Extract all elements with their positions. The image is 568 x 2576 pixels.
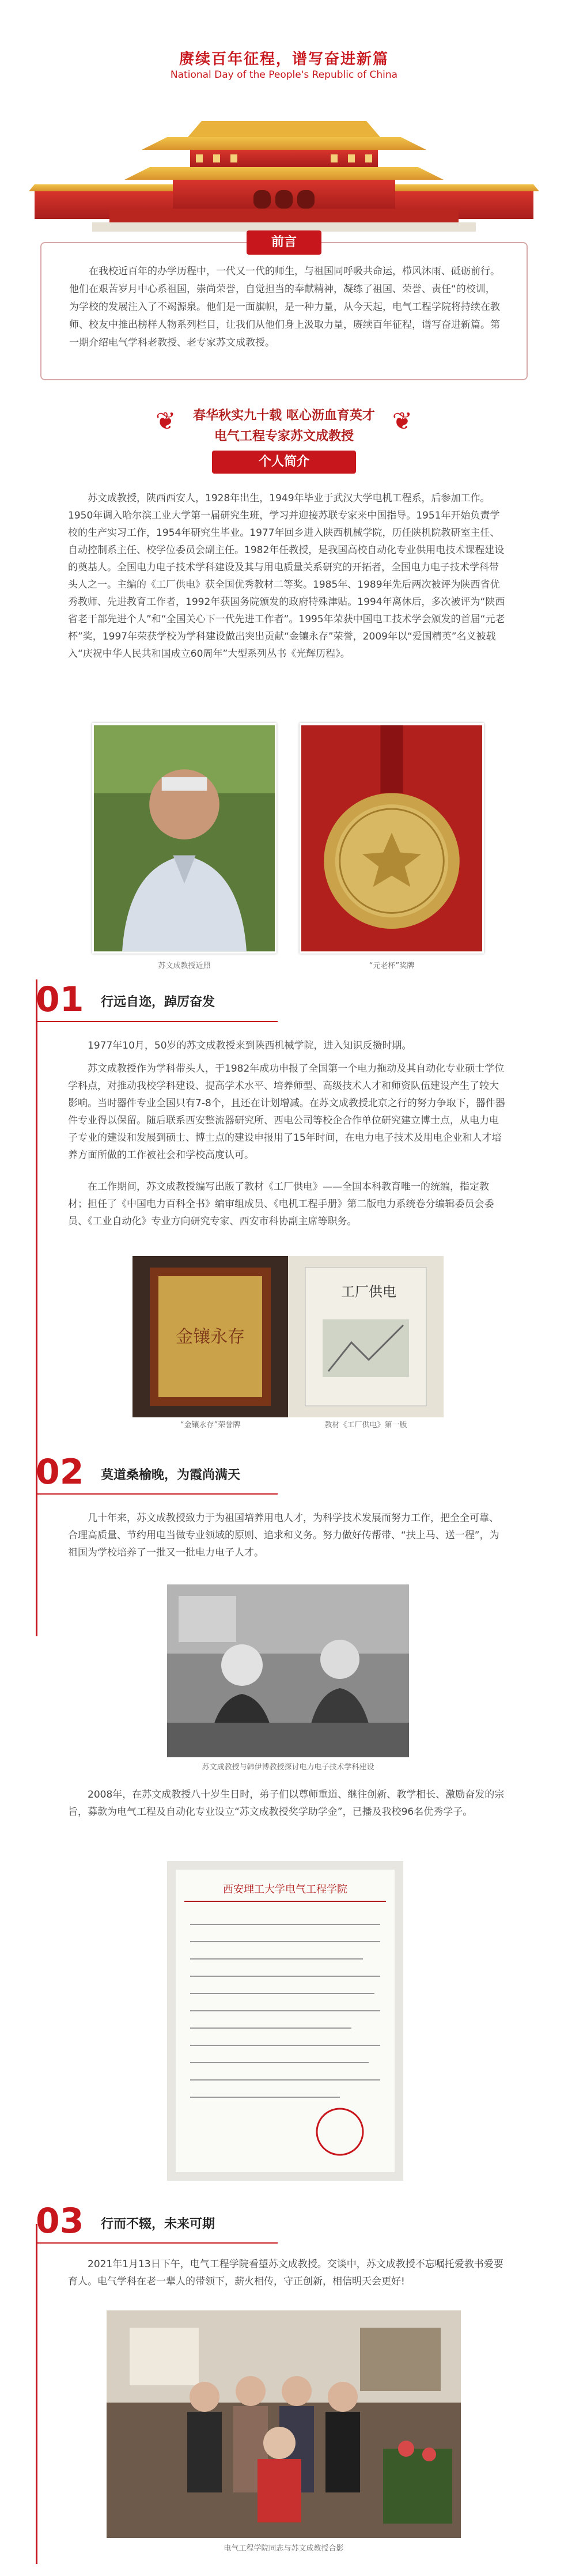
section-01-number: 01	[36, 979, 84, 1020]
portrait-caption: 苏文成教授近照	[158, 962, 211, 970]
section-01-para-3: 在工作期间，苏文成教授编写出版了教材《工厂供电》——全国本科教育唯一的统编，指定教材；担任了《中国电力百科全书》编审组成员、《电机工程手册》第二版电力系统卷分编辑委员会委员、《工业自动化》专业方向研究专家、西安市科协副主席等职务。	[68, 1181, 494, 1227]
section-01-rule	[36, 1021, 278, 1022]
plaque-text: 金镶永存	[176, 1327, 245, 1347]
plaque-caption: “金镶永存”荣誉牌	[180, 1421, 241, 1429]
section-02-para-1: 几十年来，苏文成教授致力于为祖国培养用电人才，为科学技术发展而努力工作，把全全可靠、合理高质量、节约用电当做专业领域的原则、追求和义务。努力做好传帮带、“扶上马、送一程”，为祖国为学校培养了一批又一批电力电子人才。	[68, 1512, 499, 1559]
bio-badge: 个人简介	[212, 451, 356, 474]
section-03-rule	[36, 2242, 278, 2244]
bio-text: 苏文成教授，陕西西安人，1928年出生，1949年毕业于武汉大学电机工程系，后参加工作。1950年调入哈尔滨工业大学第一届研究生班，学习并迎接苏联专家来中国指导。1951年开始负责学校的生产实习工作，1954年研究生毕业。1977年回乡进入陕西机械学院，历任陕机院教研室主任、自动控制系主任、校学位委员会副主任。1982年任教授，是我国高校自动化专业供用电技术课程建设的奠基人。全国电力电子技术学科建设及其与用电质量关系研究的开拓者，全国电力电子技术学科带头人之一。主编的《工厂供电》获全国优秀教材二等奖。1985年、1989年先后两次被评为陕西省优秀教师、先进教育工作者，1992年获国务院颁发的政府特殊津贴。1994年离休后，多次被评为“陕西省老干部先进个人”和“全国关心下一代先进工作者”。1995年荣获中国电工技术学会颁发的首届“元老杯”奖，1997年荣获学校为学科建设做出突出贡献“金镶永存”荣誉，2009年以“爱国精英”名义被载入“庆祝中华人民共和国成立60周年”大型系列丛书《光辉历程》。	[68, 493, 505, 660]
medal-caption: “元老杯”奖牌	[369, 962, 415, 970]
section-02-number: 02	[36, 1452, 84, 1492]
section-01-para-1: 1977年10月，50岁的苏文成教授来到陕西机械学院，进入知识反攒时期。	[88, 1040, 412, 1051]
laurel-left-icon: ❦	[156, 407, 176, 435]
header-title: 赓续百年征程，谱写奋进新篇	[179, 51, 389, 68]
section-02-title: 莫道桑榆晚，为霞尚满天	[101, 1468, 241, 1482]
palace-illustration	[23, 92, 545, 236]
section-03-bar	[36, 2224, 37, 2564]
preface-text: 在我校近百年的办学历程中，一代又一代的师生，与祖国同呼吸共命运，栉风沐雨、砥砺前行。他们在艰苦岁月中心系祖国，崇尚荣誉，自觉担当的奉献精神，凝练了祖国、荣誉、责任“的校训，为学校的发展注入了不竭源泉。他们是一面旗帜，是一种力量，从今天起，电气工程学院将持续在教师、校友中推出榜样人物系列栏目，让我们从他们身上汲取力量，赓续百年征程，谱写奋进新篇。第一期介绍电气学科老教授、老专家苏文成教授。	[69, 266, 500, 349]
scholarship-document-photo	[167, 1861, 403, 2181]
honor-plaque-photo	[132, 1256, 288, 1417]
section-01-bar	[36, 979, 37, 1636]
textbook-photo	[288, 1256, 444, 1417]
slogan-line-1: 春华秋实九十载 呕心沥血育英才	[193, 408, 375, 423]
portrait-photo	[92, 723, 277, 954]
medal-photo	[300, 723, 484, 954]
group-photo	[107, 2310, 461, 2538]
group-photo-caption: 电气工程学院同志与苏文成教授合影	[224, 2544, 344, 2553]
section-01-title: 行远自迩，踔厉奋发	[101, 995, 215, 1009]
slogan-block	[0, 398, 568, 455]
book-title: 工厂供电	[341, 1284, 396, 1300]
preface-badge: 前言	[247, 230, 321, 255]
section-03-number: 03	[36, 2201, 84, 2241]
section-03-para-1: 2021年1月13日下午，电气工程学院看望苏文成教授。交谈中，苏文成教授不忘嘱托爱教书爱要育人。电气学科在老一辈人的带领下，薪火相传，守正创新，相信明天会更好!	[68, 2259, 503, 2287]
laurel-right-icon: ❦	[392, 407, 412, 435]
section-01-para-2: 苏文成教授作为学科带头人，于1982年成功申报了全国第一个电力拖动及其自动化专业硕士学位学科点，对推动我校学科建设、提高学术水平、培养师型、高级技术人才和师资队伍建设产生了较大影响。当时器件专业全国只有7-8个，且还在计划增减。在苏文成教授北京之行的努力争取下，器件器件专业得以保留。随后联系西安整流器研究所、西电公司等校企合作单位研究建立博士点，从电力电子专业的建设和发展到硕士、博士点的建设申报用了15年时间，在电力电子技术及用电企业和人才培养方面所做的工作被社会和学校高度认可。	[68, 1063, 505, 1161]
textbook-caption: 教材《工厂供电》第一版	[324, 1421, 407, 1429]
discussion-caption: 苏文成教授与韩伊博教授探讨电力电子技术学科建设	[202, 1763, 374, 1772]
slogan-line-2: 电气工程专家苏文成教授	[214, 429, 354, 444]
section-02-para-2: 2008年，在苏文成教授八十岁生日时，弟子们以尊师重道、继往创新、教学相长、激励奋发的宗旨，募款为电气工程及自动化专业设立“苏文成教授奖学助学金”，已播及我校96名优秀学子。	[68, 1789, 505, 1818]
section-02-rule	[36, 1493, 278, 1495]
header-subtitle: National Day of the People's Republic of China	[170, 69, 398, 81]
discussion-photo	[167, 1584, 409, 1757]
document-heading: 西安理工大学电气工程学院	[223, 1883, 347, 1896]
section-03-title: 行而不辍，未来可期	[101, 2217, 215, 2231]
bio-photos	[92, 723, 484, 982]
preface-card	[40, 235, 528, 380]
section-01-images	[132, 1256, 444, 1429]
